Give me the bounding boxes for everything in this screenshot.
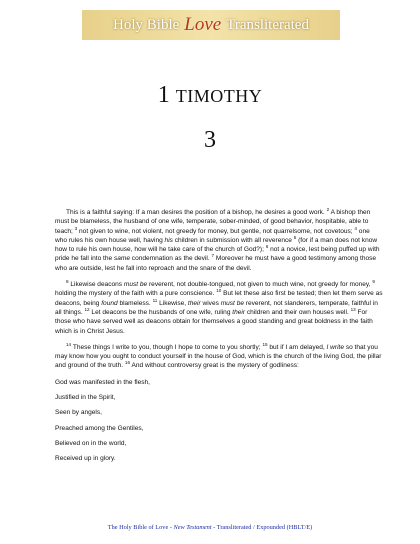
poem-line: Preached among the Gentiles,	[55, 424, 144, 432]
verse-text: but if I am delayed,	[267, 343, 327, 351]
poem-line: Justified in the Spirit,	[55, 394, 116, 402]
verse-number: 4	[354, 225, 357, 231]
verse-paragraphs	[55, 208, 383, 371]
verse-number: 12	[84, 306, 90, 312]
paragraph	[55, 208, 383, 273]
verse-text: reverent, not slanderers, temperate, faithful in all things.	[55, 299, 378, 316]
banner-text-love: Love	[184, 14, 222, 35]
italic-text: must be	[123, 281, 148, 289]
verse-text: holding the mystery of the faith with a pure conscience.	[55, 290, 217, 298]
poem-line: God was manifested in the flesh,	[55, 378, 150, 386]
paragraph	[55, 343, 383, 371]
page-footer	[0, 524, 420, 531]
italic-text: found	[101, 299, 118, 307]
verse-text: not a novice, lest being puffed up with pride he fall into the	[55, 246, 380, 263]
verse-number: 3	[74, 225, 78, 231]
verse-text: one who rules his own house well, having	[55, 227, 370, 244]
poem-line: Seen by angels,	[55, 409, 102, 417]
verse-number: 16	[124, 360, 131, 366]
verse-text: Likewise,	[157, 299, 188, 307]
verse-text: blameless.	[117, 299, 153, 307]
italic-text: I write	[326, 343, 344, 351]
verse-number: 5	[293, 234, 297, 240]
chapter-number: 3	[204, 127, 216, 153]
italic-text: same	[113, 255, 130, 263]
verse-text: Likewise deacons	[68, 281, 124, 289]
verse-number: 9	[372, 278, 375, 284]
verse-text: reverent, not double-tongued, not given to much wine, not greedy for money,	[147, 281, 373, 289]
verse-number: 8	[66, 278, 69, 284]
verse-text: wives	[200, 299, 221, 307]
verse-number: 11	[152, 297, 158, 303]
poem-line: Believed on in the world,	[55, 439, 127, 447]
verse-text: children in submission with all reverence	[172, 236, 294, 244]
italic-text: his	[164, 236, 173, 244]
verse-text: (for if a man does not know how to rule his own house, how will he take care of the church of God?);	[55, 236, 378, 254]
footer-testament: New Testament	[173, 524, 212, 531]
verse-text: Let deacons be the husbands of one wife, ruling	[89, 308, 233, 316]
verse-number: 15	[262, 341, 268, 347]
footer-prefix: The Holy Bible of Love -	[107, 524, 174, 531]
paragraph	[55, 280, 383, 336]
italic-text: must be	[220, 299, 244, 307]
header-banner	[82, 10, 340, 40]
banner-text-left: Holy Bible	[113, 16, 180, 33]
book-name: TIMOTHY	[175, 86, 263, 106]
verse-number: 14	[66, 341, 72, 347]
verse-number: 13	[350, 306, 356, 312]
verse-number: 7	[211, 253, 215, 259]
verse-text: so that you may know how you ought to conduct yourself in the house of God, which is the church of the living God, the pillar and ground of the truth.	[55, 343, 382, 370]
chapter-text	[55, 208, 383, 470]
verse-text: This is a faithful saying: If a man desires the position of a bishop, he desires a good work.	[66, 209, 327, 216]
verse-text: But let these also first be tested; then let them serve as deacons, being	[55, 290, 383, 307]
italic-text: their	[187, 299, 201, 307]
verse-text: Moreover he must have a good testimony among those who are outside, lest he fall into reproach and the snare of the devil.	[55, 255, 377, 272]
verse-text: These things I write to you, though I hope to come to you shortly;	[71, 343, 263, 351]
verse-number: 10	[216, 288, 222, 294]
verse-text: For those who have served well as deacons obtain for themselves a good standing and great boldness in the faith which is in Christ Jesus.	[55, 308, 373, 335]
verse-text: children and their own houses well.	[245, 308, 351, 316]
poem-line: Received up in glory.	[55, 455, 116, 463]
poem-block	[55, 378, 383, 464]
footer-suffix: - Transliterated / Expounded (HBLT/E)	[211, 524, 313, 531]
verse-text: A bishop then must be blameless, the husband of one wife, temperate, sober-minded, of good behavior, hospitable, able to teach;	[55, 209, 371, 235]
verse-text: And without controversy great is the mystery of godliness:	[130, 362, 299, 370]
book-number: 1	[157, 82, 170, 108]
banner-text-right: Transliterated	[226, 16, 309, 33]
verse-number: 6	[265, 244, 269, 250]
verse-number: 2	[326, 206, 330, 212]
verse-text: condemnation as the devil.	[129, 255, 212, 263]
italic-text: their	[232, 308, 246, 316]
verse-text: not given to wine, not violent, not greedy for money, but gentle, not quarrelsome, not covetous;	[77, 227, 355, 235]
book-title	[0, 82, 420, 109]
